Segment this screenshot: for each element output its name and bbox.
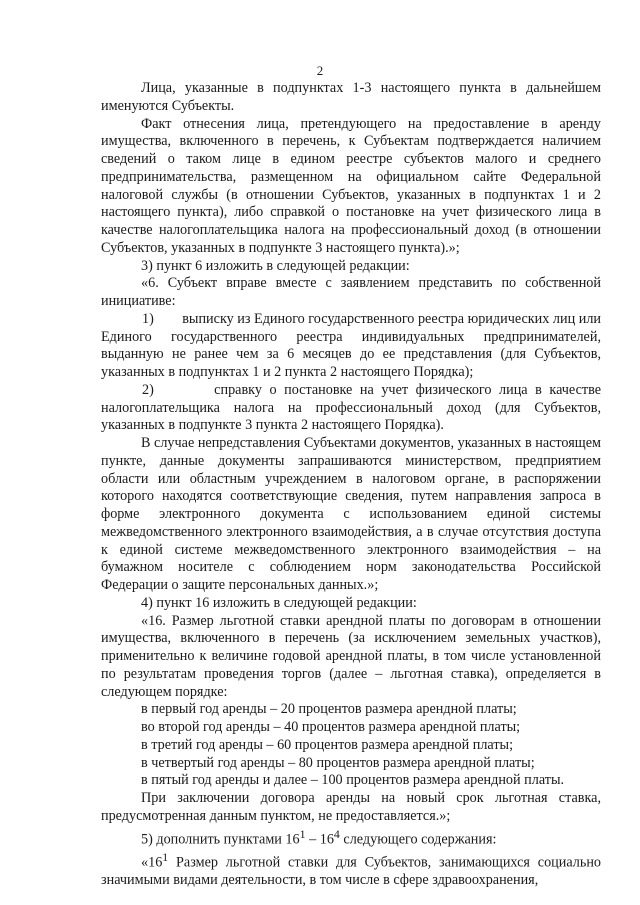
paragraph-point-16: «16. Размер льготной ставки арендной платы по договорам в отношении имущества, включенного в перечень (за исключением земельных участков), применительно к величине годовой арендной платы, в том числе установленной по результатам проведения торгов (далее – льготная ставка), определяется в следующем порядке: (101, 612, 601, 700)
paragraph-subject-status: Факт отнесения лица, претендующего на предоставление в аренду имущества, включенного в перечень, к Субъектам подтверждается наличием сведений о таком лице в едином реестре субъектов малого и среднего предпринимательства, размещенном на официальном сайте Федеральной налоговой службы (в отношении Субъектов, указанных в подпунктах 1 и 2 настоящего пункта), либо справкой о постановке на учет физического лица в качестве налогоплательщика налога на профессиональный доход (в отношении Субъектов, указанных в подпункте 3 настоящего пункта).»; (101, 115, 601, 256)
paragraph-item-4: 4) пункт 16 изложить в следующей редакции: (141, 594, 417, 611)
paragraph-point-16-1 (101, 849, 601, 890)
paragraph-item-3: 3) пункт 6 изложить в следующей редакции: (141, 257, 410, 274)
rate-year-5: в пятый год аренды и далее – 100 процентов размера арендной платы. (141, 772, 565, 789)
rate-year-3: в третий год аренды – 60 процентов размера арендной платы; (141, 736, 514, 753)
rate-year-2: во второй год аренды – 40 процентов размера арендной платы; (141, 719, 521, 735)
item-5-dash: – 16 (305, 831, 334, 848)
paragraph-point-6-sub-2: 2) справку о постановке на учет физического лица в качестве налогоплательщика налога на профессиональный доход (для Субъектов, указанных в подпункте 3 пункта 2 настоящего Порядка). (101, 381, 605, 434)
paragraph-item-5 (101, 826, 601, 849)
item-5-sup-2: 4 (333, 826, 340, 841)
paragraph-new-term: При заключении договора аренды на новый срок льготная ставка, предусмотренная данным пунктом, не предоставляется.»; (101, 790, 601, 824)
document-body (101, 80, 605, 890)
item-5-prefix: 5) дополнить пунктами 16 (141, 831, 300, 848)
paragraph-document-request: В случае непредставления Субъектами документов, указанных в настоящем пункте, данные документы запрашиваются министерством, предприятием области или областным учреждением в налоговом органе, в распоряжении которого находятся соответствующие сведения, путем направления запроса в форме электронного документа с использованием единой системы межведомственного электронного взаимодействия, а в случае отсутствия доступа к единой системе межведомственного электронного взаимодействия – на бумажном носителе с соблюдением норм законодательства Российской Федерации о защите персональных данных.»; (101, 435, 601, 593)
rate-year-1: в первый год аренды – 20 процентов размера арендной платы; (141, 701, 517, 718)
point-16-1-sup: 1 (162, 849, 169, 864)
paragraph-point-6: «6. Субъект вправе вместе с заявлением представить по собственной инициативе: (101, 275, 601, 309)
paragraph-point-6-sub-1: 1) выписку из Единого государственного реестра юридических лиц или Единого государственного реестра индивидуальных предпринимателей, выданную не ранее чем за 6 месяцев до ее представления (для Субъектов, указанных в подпунктах 1 и 2 пункта 2 настоящего Порядка); (101, 310, 605, 380)
page-number: 2 (316, 63, 324, 78)
point-16-1-prefix: «16 (141, 854, 163, 871)
paragraph-subjects-definition: Лица, указанные в подпунктах 1-3 настоящего пункта в дальнейшем именуются Субъекты. (101, 80, 601, 114)
item-5-suffix: следующего содержания: (339, 831, 497, 848)
rate-year-4: в четвертый год аренды – 80 процентов размера арендной платы; (141, 754, 535, 771)
item-5-sup-1: 1 (299, 826, 306, 841)
point-16-1-text: Размер льготной ставки для Субъектов, занимающихся социально значимыми видами деятельности, в том числе в сфере здравоохранения, (101, 854, 601, 889)
